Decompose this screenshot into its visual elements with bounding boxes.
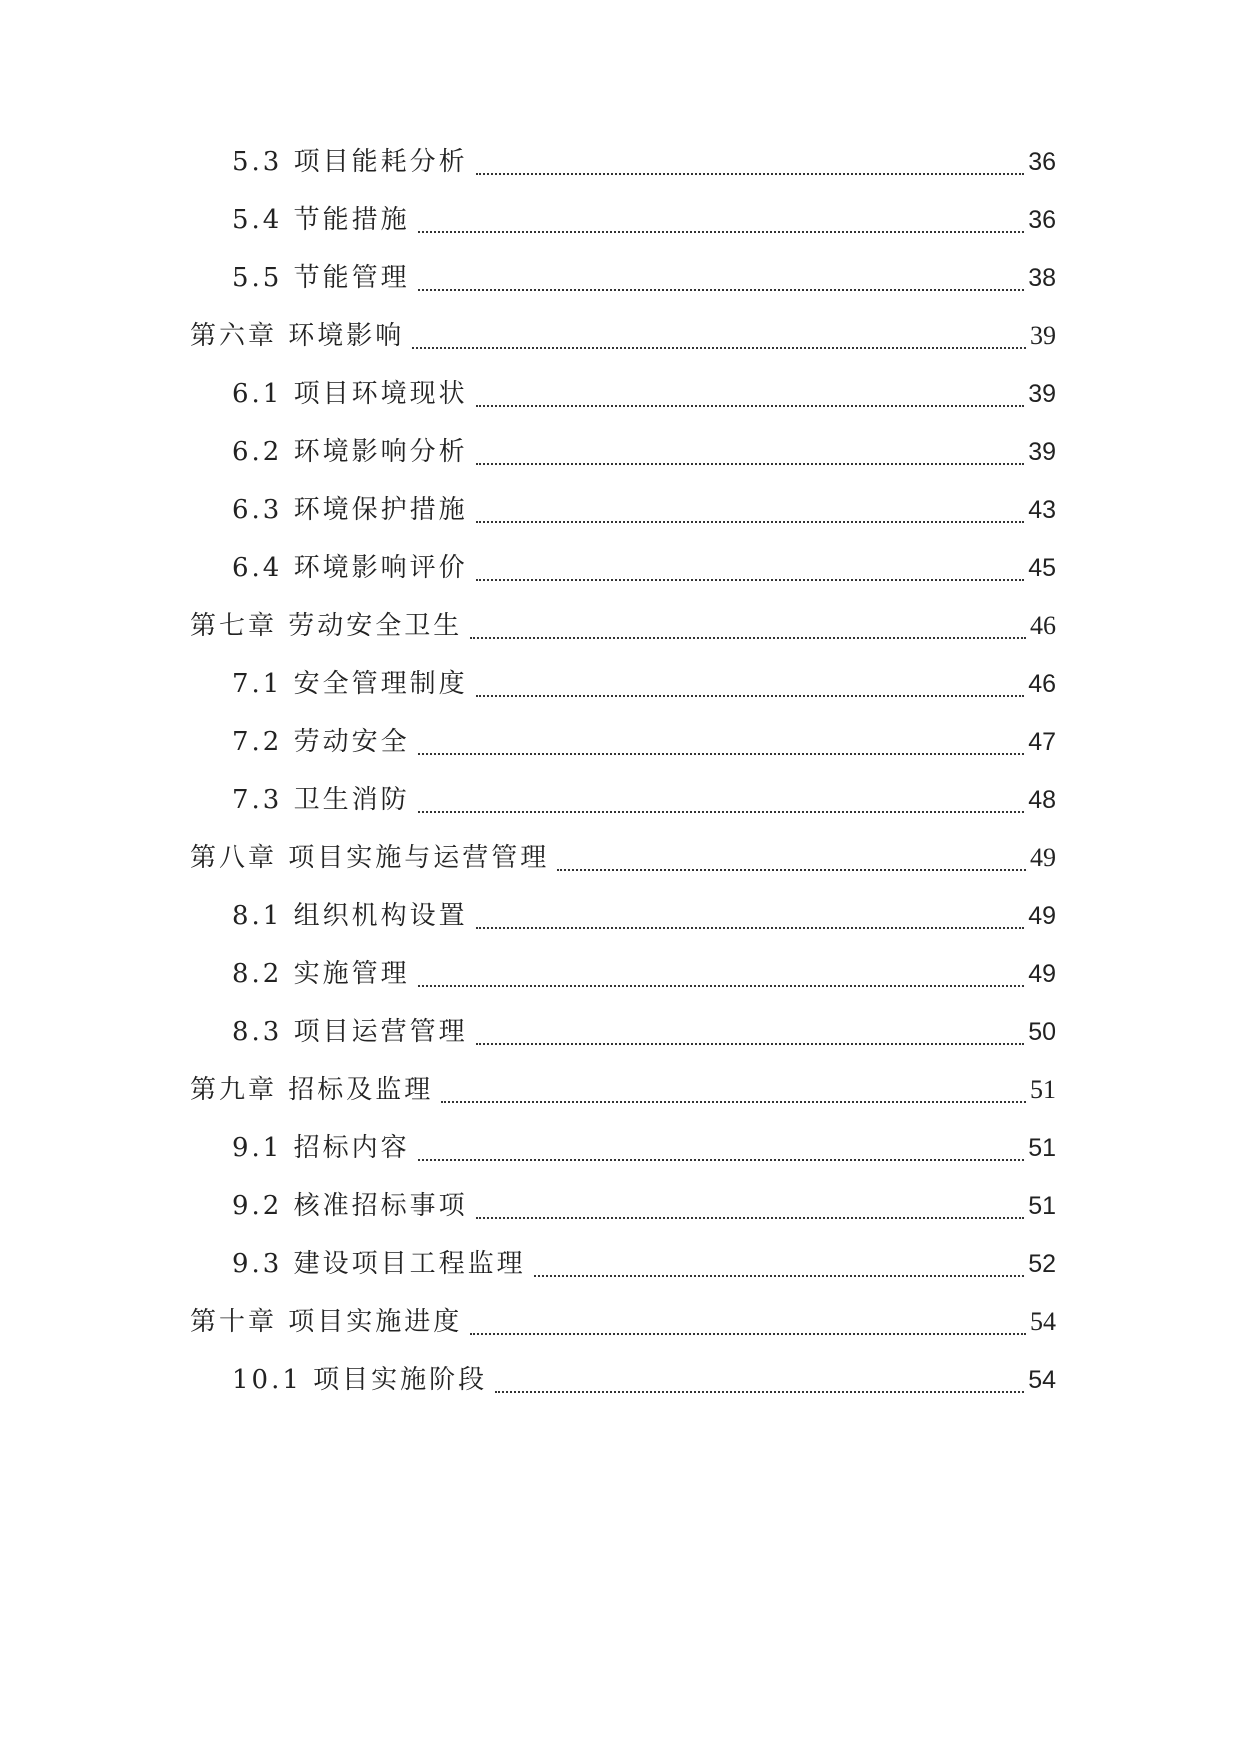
toc-page-number: 51 [1028, 1192, 1056, 1220]
toc-entry-title: 9.2 核准招标事项 [232, 1191, 468, 1221]
toc-entry-title: 第八章 项目实施与运营管理 [190, 843, 550, 873]
toc-entry-title: 8.1 组织机构设置 [232, 901, 468, 931]
toc-entry-title: 8.2 实施管理 [232, 959, 410, 989]
toc-entry-chapter[interactable] [190, 316, 1056, 356]
toc-entry-title: 5.3 项目能耗分析 [232, 147, 468, 177]
toc-entry-chapter[interactable] [190, 838, 1056, 878]
toc-page-number: 50 [1028, 1018, 1056, 1046]
toc-entry-title: 5.5 节能管理 [232, 263, 410, 293]
toc-page-number: 54 [1028, 1366, 1056, 1394]
toc-page-number: 51 [1030, 1075, 1056, 1104]
toc-entry[interactable] [232, 780, 1056, 820]
toc-entry-title: 8.3 项目运营管理 [232, 1017, 468, 1047]
toc-entry-title: 7.1 安全管理制度 [232, 669, 468, 699]
toc-entry-title: 第七章 劳动安全卫生 [190, 611, 463, 641]
toc-entry-chapter[interactable] [190, 606, 1056, 646]
toc-page-number: 49 [1028, 960, 1056, 988]
toc-page-number: 39 [1028, 438, 1056, 466]
toc-entry[interactable] [232, 1128, 1056, 1168]
toc-page-number: 49 [1030, 843, 1056, 872]
toc-page-number: 36 [1028, 206, 1056, 234]
toc-dot-leader [470, 1333, 1026, 1335]
toc-entry[interactable] [232, 1244, 1056, 1284]
toc-entry[interactable] [232, 548, 1056, 588]
toc-dot-leader [418, 811, 1025, 813]
toc-entry-title: 9.3 建设项目工程监理 [232, 1249, 526, 1279]
toc-dot-leader [557, 869, 1026, 871]
toc-entry[interactable] [232, 200, 1056, 240]
toc-page-number: 51 [1028, 1134, 1056, 1162]
toc-page-number: 47 [1028, 728, 1056, 756]
toc-page-number: 36 [1028, 148, 1056, 176]
toc-dot-leader [418, 753, 1025, 755]
toc-dot-leader [476, 579, 1025, 581]
toc-dot-leader [412, 347, 1026, 349]
toc-entry[interactable] [232, 1360, 1056, 1400]
toc-dot-leader [418, 231, 1025, 233]
toc-entry-title: 第六章 环境影响 [190, 321, 405, 351]
toc-dot-leader [441, 1101, 1026, 1103]
toc-entry-title: 9.1 招标内容 [232, 1133, 410, 1163]
toc-page-number: 39 [1028, 380, 1056, 408]
toc-page-number: 43 [1028, 496, 1056, 524]
toc-entry-title: 第九章 招标及监理 [190, 1075, 434, 1105]
toc-dot-leader [418, 985, 1025, 987]
toc-entry[interactable] [232, 258, 1056, 298]
toc-dot-leader [476, 521, 1025, 523]
toc-dot-leader [476, 927, 1025, 929]
toc-entry-title: 6.2 环境影响分析 [232, 437, 468, 467]
toc-entry[interactable] [232, 1012, 1056, 1052]
toc-entry-chapter[interactable] [190, 1070, 1056, 1110]
toc-dot-leader [534, 1275, 1025, 1277]
toc-dot-leader [476, 695, 1025, 697]
toc-page-number: 46 [1028, 670, 1056, 698]
toc-page-number: 39 [1030, 321, 1056, 350]
toc-page-number: 38 [1028, 264, 1056, 292]
toc-dot-leader [476, 1043, 1025, 1045]
toc-entry[interactable] [232, 722, 1056, 762]
toc-entry[interactable] [232, 896, 1056, 936]
toc-entry[interactable] [232, 490, 1056, 530]
toc-entry-chapter[interactable] [190, 1302, 1056, 1342]
toc-entry-title: 5.4 节能措施 [232, 205, 410, 235]
toc-page-number: 48 [1028, 786, 1056, 814]
toc-dot-leader [476, 405, 1025, 407]
toc-page-number: 46 [1030, 611, 1056, 640]
toc-entry-title: 6.4 环境影响评价 [232, 553, 468, 583]
toc-entry-title: 6.1 项目环境现状 [232, 379, 468, 409]
toc-entry[interactable] [232, 142, 1056, 182]
toc-entry-title: 10.1 项目实施阶段 [232, 1365, 488, 1395]
toc-page-number: 54 [1030, 1307, 1056, 1336]
toc-entry[interactable] [232, 664, 1056, 704]
toc-entry-title: 6.3 环境保护措施 [232, 495, 468, 525]
toc-entry-title: 7.2 劳动安全 [232, 727, 410, 757]
toc-entry[interactable] [232, 432, 1056, 472]
toc-dot-leader [418, 289, 1025, 291]
toc-dot-leader [476, 463, 1025, 465]
toc-entry[interactable] [232, 374, 1056, 414]
toc-dot-leader [470, 637, 1026, 639]
toc-dot-leader [476, 1217, 1025, 1219]
toc-dot-leader [476, 173, 1025, 175]
toc-page-number: 45 [1028, 554, 1056, 582]
toc-page-number: 52 [1028, 1250, 1056, 1278]
toc-page-number: 49 [1028, 902, 1056, 930]
toc-entry-title: 第十章 项目实施进度 [190, 1307, 463, 1337]
toc-entry-title: 7.3 卫生消防 [232, 785, 410, 815]
toc-dot-leader [418, 1159, 1025, 1161]
toc-entry[interactable] [232, 1186, 1056, 1226]
toc-entry[interactable] [232, 954, 1056, 994]
toc-dot-leader [495, 1391, 1024, 1393]
